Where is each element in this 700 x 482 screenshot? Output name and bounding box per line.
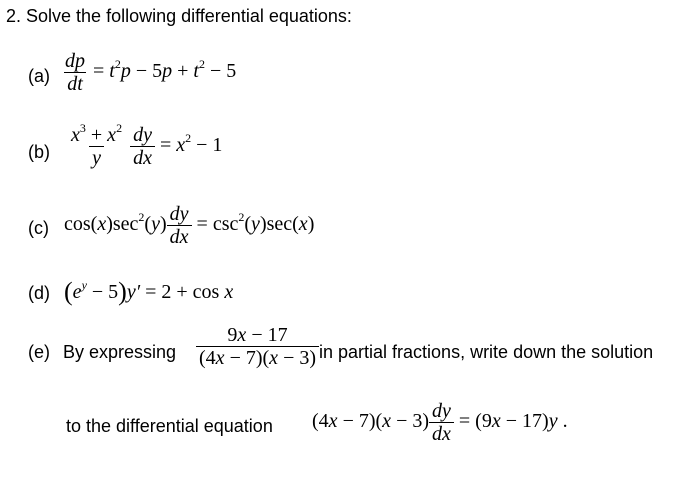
equation-d: $(e^y - 5)y' = 2 + \cos x$ (64, 277, 234, 306)
equation-c: $\cos(x)\sec^2(y)$ $\frac{dy}{dx}$ = $\csc^2(y)\sec(x)$ (64, 203, 315, 248)
part-a-label: (a) (28, 66, 50, 86)
part-b-label: (b) (28, 142, 50, 162)
part-e-line2: to the differential equation (66, 416, 273, 436)
part-d-label: (d) (28, 283, 50, 303)
fraction-e: $\frac{9x - 17}{(4x - 7)(x - 3)}$ (196, 324, 319, 369)
question-heading: 2. Solve the following differential equations: (6, 6, 352, 26)
equation-e: (4x − 7)(x − 3) $\frac{dy}{dx}$ = (9x − 17)y . (312, 400, 568, 445)
equation-b: $\frac{x^3 + x^2}{y}$ $\frac{dy}{dx}$ = $x^2 - 1$ (71, 121, 223, 169)
part-e-label: (e) (28, 342, 50, 362)
part-c-label: (c) (28, 218, 49, 238)
equation-a: $\frac{dp}{dt}$ = $t^2p - 5p + t^2 - 5$ (65, 50, 237, 95)
part-e-text-after: in partial fractions, write down the solution (319, 342, 654, 362)
part-e-text-before: By expressing (63, 342, 177, 362)
